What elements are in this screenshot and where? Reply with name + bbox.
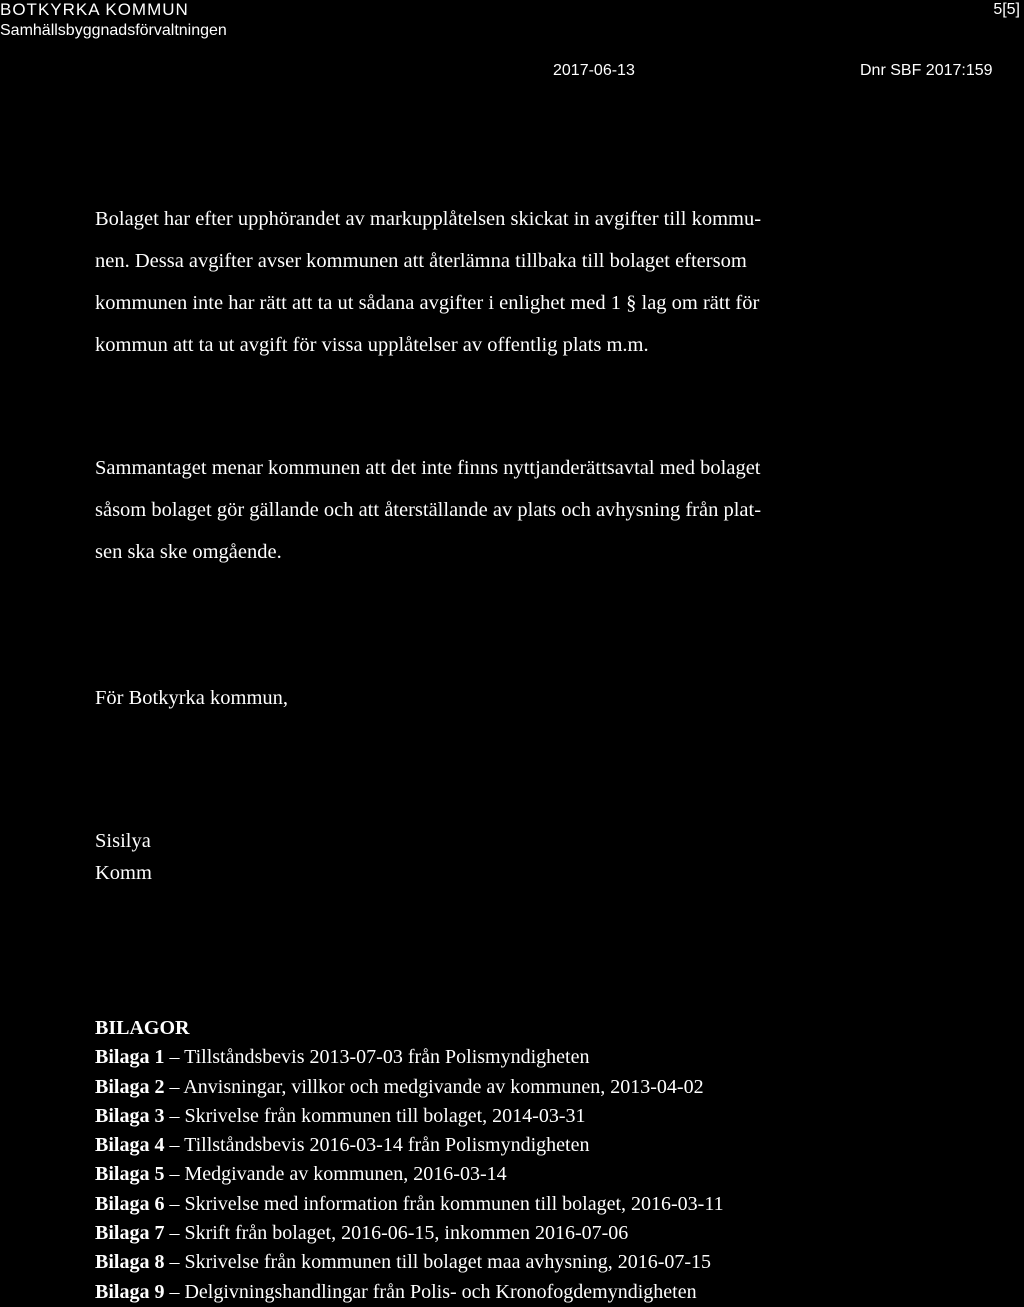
- attachment-item: [95, 1131, 724, 1160]
- document-reference: Dnr SBF 2017:159: [860, 62, 993, 79]
- paragraph-fees: [95, 198, 925, 366]
- attachment-text: – Skrivelse med information från kommunen till bolaget, 2016-03-11: [169, 1192, 724, 1215]
- attachment-text: – Medgivande av kommunen, 2016-03-14: [169, 1163, 507, 1186]
- attachment-label: Bilaga 6: [95, 1192, 165, 1215]
- paragraph-summary: [95, 447, 925, 573]
- signature-title: Komm: [95, 862, 152, 884]
- attachment-text: – Tillståndsbevis 2016-03-14 från Polismyndigheten: [169, 1134, 590, 1157]
- attachment-text: – Anvisningar, villkor och medgivande av kommunen, 2013-04-02: [169, 1075, 704, 1098]
- attachment-label: Bilaga 4: [95, 1134, 165, 1157]
- attachment-item: [95, 1278, 724, 1307]
- organization-name: BOTKYRKA KOMMUN: [0, 0, 189, 19]
- attachment-label: Bilaga 7: [95, 1222, 165, 1245]
- attachment-label: Bilaga 8: [95, 1251, 165, 1274]
- attachment-text: – Delgivningshandlingar från Polis- och Kronofogdemyndigheten: [169, 1280, 697, 1303]
- attachment-item: [95, 1160, 724, 1189]
- department-name: Samhällsbyggnadsförvaltningen: [0, 22, 227, 39]
- closing-line: För Botkyrka kommun,: [95, 687, 289, 709]
- attachment-text: – Tillståndsbevis 2013-07-03 från Polismyndigheten: [169, 1046, 590, 1069]
- document-date: 2017-06-13: [553, 62, 635, 79]
- attachment-label: Bilaga 9: [95, 1280, 165, 1303]
- paragraph-line: nen. Dessa avgifter avser kommunen att återlämna tillbaka till bolaget eftersom: [95, 250, 747, 272]
- attachment-item: [95, 1102, 724, 1131]
- attachment-item: [95, 1190, 724, 1219]
- paragraph-line: kommun att ta ut avgift för vissa upplåtelser av offentlig plats m.m.: [95, 334, 649, 356]
- attachment-item: [95, 1248, 724, 1277]
- attachments-heading: BILAGOR: [95, 1017, 190, 1039]
- attachments-list: [95, 1014, 724, 1307]
- attachment-label: Bilaga 2: [95, 1075, 165, 1098]
- attachment-label: Bilaga 1: [95, 1046, 165, 1069]
- signature-block: [95, 825, 152, 889]
- signature-name: Sisilya: [95, 830, 151, 852]
- paragraph-line: såsom bolaget gör gällande och att återställande av plats och avhysning från plat-: [95, 499, 762, 521]
- attachment-text: – Skrivelse från kommunen till bolaget, 2014-03-31: [169, 1104, 586, 1127]
- page-number: 5[5]: [993, 1, 1020, 18]
- paragraph-line: Bolaget har efter upphörandet av markupplåtelsen skickat in avgifter till kommu-: [95, 208, 762, 230]
- paragraph-line: kommunen inte har rätt att ta ut sådana avgifter i enlighet med 1 § lag om rätt för: [95, 292, 760, 314]
- attachment-label: Bilaga 3: [95, 1104, 165, 1127]
- attachment-item: [95, 1073, 724, 1102]
- paragraph-line: Sammantaget menar kommunen att det inte finns nyttjanderättsavtal med bolaget: [95, 457, 761, 479]
- attachment-item: [95, 1043, 724, 1072]
- attachment-item: [95, 1219, 724, 1248]
- attachment-text: – Skrift från bolaget, 2016-06-15, inkommen 2016-07-06: [169, 1222, 629, 1245]
- attachment-text: – Skrivelse från kommunen till bolaget maa avhysning, 2016-07-15: [169, 1251, 712, 1274]
- paragraph-line: sen ska ske omgående.: [95, 541, 282, 563]
- attachment-label: Bilaga 5: [95, 1163, 165, 1186]
